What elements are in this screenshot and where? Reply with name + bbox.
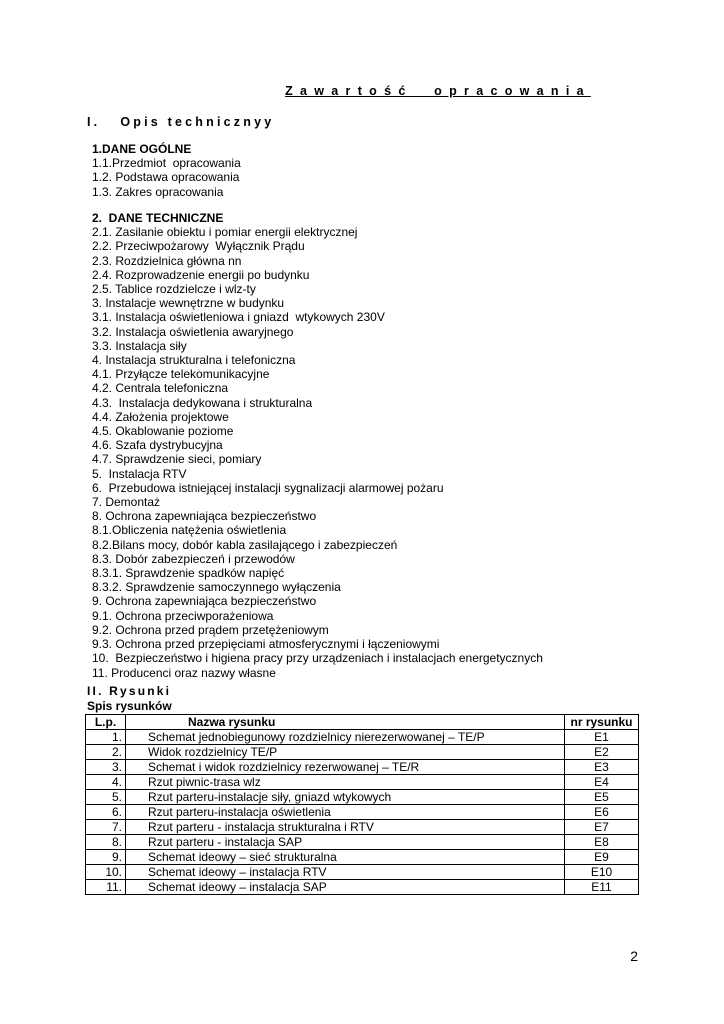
section-heading-technical-description: I. Opis technicznyy — [87, 115, 275, 129]
toc-general — [92, 142, 241, 199]
table-row — [86, 850, 639, 865]
cell-name: Rzut piwnic-trasa wlz — [126, 775, 565, 790]
cell-nr: E5 — [565, 790, 639, 805]
cell-name: Rzut parteru-instalacje siły, gniazd wtykowych — [126, 790, 565, 805]
table-row — [86, 880, 639, 895]
cell-nr: E1 — [565, 730, 639, 745]
cell-lp: 6. — [86, 805, 126, 820]
cell-lp: 10. — [86, 865, 126, 880]
cell-nr: E6 — [565, 805, 639, 820]
toc-item: 4.2. Centrala telefoniczna — [92, 381, 229, 396]
toc-item: 2.4. Rozprowadzenie energii po budynku — [92, 267, 310, 282]
toc-item: 6. Przebudowa istniejącej instalacji sygnalizacji alarmowej pożaru — [92, 480, 444, 495]
toc-technical — [92, 211, 543, 680]
toc-item: 9.3. Ochrona przed przepięciami atmosferycznymi i łączeniowymi — [92, 637, 440, 652]
table-row — [86, 790, 639, 805]
toc-item: 8.3.1. Sprawdzenie spadków napięć — [92, 566, 285, 581]
toc-item: 3. Instalacje wewnętrzne w budynku — [92, 296, 285, 311]
toc-item: 3.1. Instalacja oświetleniowa i gniazd wtykowych 230V — [92, 310, 385, 325]
toc-item: 10. Bezpieczeństwo i higiena pracy przy urządzeniach i instalacjach energetycznych — [92, 651, 543, 666]
toc-item: 4.7. Sprawdzenie sieci, pomiary — [92, 452, 262, 467]
table-row — [86, 805, 639, 820]
cell-nr: E10 — [565, 865, 639, 880]
toc-item: 8.1.Obliczenia natężenia oświetlenia — [92, 523, 287, 538]
cell-nr: E11 — [565, 880, 639, 895]
table-row — [86, 745, 639, 760]
toc-item: 4.3. Instalacja dedykowana i strukturalna — [92, 395, 313, 410]
toc-item: 4. Instalacja strukturalna i telefoniczna — [92, 353, 296, 368]
cell-lp: 5. — [86, 790, 126, 805]
table-row — [86, 820, 639, 835]
toc-item: 3.3. Instalacja siły — [92, 338, 187, 353]
toc-item: 2.5. Tablice rozdzielcze i wlz-ty — [92, 282, 256, 297]
toc-item: 8. Ochrona zapewniająca bezpieczeństwo — [92, 509, 317, 524]
toc-heading-technical: 2. DANE TECHNICZNE — [92, 211, 224, 225]
cell-nr: E8 — [565, 835, 639, 850]
table-row — [86, 760, 639, 775]
toc-item: 2.3. Rozdzielnica główna nn — [92, 253, 242, 268]
cell-name: Rzut parteru-instalacja oświetlenia — [126, 805, 565, 820]
toc-item: 4.5. Okablowanie poziome — [92, 424, 234, 439]
cell-name: Schemat ideowy – sieć strukturalna — [126, 850, 565, 865]
toc-item: 8.3. Dobór zabezpieczeń i przewodów — [92, 551, 295, 566]
table-row — [86, 835, 639, 850]
toc-item: 1.2. Podstawa opracowania — [92, 170, 240, 185]
toc-technical-list — [92, 225, 543, 680]
table-row — [86, 730, 639, 745]
cell-nr: E9 — [565, 850, 639, 865]
cell-name: Widok rozdzielnicy TE/P — [126, 745, 565, 760]
cell-lp: 2. — [86, 745, 126, 760]
page-title: Zawartość opracowania — [285, 84, 591, 98]
cell-lp: 11. — [86, 880, 126, 895]
figures-list-title: Spis rysunków — [87, 699, 172, 713]
toc-item: 4.6. Szafa dystrybucyjna — [92, 438, 223, 453]
toc-item: 9.2. Ochrona przed prądem przetężeniowym — [92, 622, 329, 637]
section-heading-drawings: II. Rysunki — [87, 684, 172, 698]
cell-lp: 3. — [86, 760, 126, 775]
toc-item: 4.4. Założenia projektowe — [92, 409, 229, 424]
toc-item: 8.2.Bilans mocy, dobór kabla zasilającego i zabezpieczeń — [92, 537, 398, 552]
cell-name: Schemat ideowy – instalacja RTV — [126, 865, 565, 880]
toc-item: 8.3.2. Sprawdzenie samoczynnego wyłączenia — [92, 580, 341, 595]
cell-name: Rzut parteru - instalacja strukturalna i RTV — [126, 820, 565, 835]
toc-item: 1.3. Zakres opracowania — [92, 184, 224, 199]
cell-lp: 4. — [86, 775, 126, 790]
toc-item: 5. Instalacja RTV — [92, 466, 187, 481]
toc-item: 1.1.Przedmiot opracowania — [92, 156, 241, 171]
cell-name: Schemat jednobiegunowy rozdzielnicy nierezerwowanej – TE/P — [126, 730, 565, 745]
cell-lp: 8. — [86, 835, 126, 850]
cell-lp: 1. — [86, 730, 126, 745]
column-header-nr: nr rysunku — [565, 715, 639, 730]
table-row — [86, 775, 639, 790]
toc-item: 4.1. Przyłącze telekomunikacyjne — [92, 367, 270, 382]
cell-nr: E3 — [565, 760, 639, 775]
toc-item: 7. Demontaż — [92, 495, 161, 510]
cell-nr: E4 — [565, 775, 639, 790]
cell-name: Rzut parteru - instalacja SAP — [126, 835, 565, 850]
cell-name: Schemat i widok rozdzielnicy rezerwowanej – TE/R — [126, 760, 565, 775]
toc-item: 9.1. Ochrona przeciwporażeniowa — [92, 608, 274, 623]
column-header-name: Nazwa rysunku — [126, 715, 565, 730]
cell-nr: E2 — [565, 745, 639, 760]
cell-name: Schemat ideowy – instalacja SAP — [126, 880, 565, 895]
table-row — [86, 865, 639, 880]
page-number: 2 — [630, 948, 638, 964]
toc-item: 3.2. Instalacja oświetlenia awaryjnego — [92, 324, 294, 339]
toc-item: 2.2. Przeciwpożarowy Wyłącznik Prądu — [92, 239, 305, 254]
column-header-lp: L.p. — [86, 715, 126, 730]
cell-lp: 9. — [86, 850, 126, 865]
toc-heading-general: 1.DANE OGÓLNE — [92, 142, 192, 156]
figures-table — [85, 714, 639, 895]
cell-nr: E7 — [565, 820, 639, 835]
table-header-row — [86, 715, 639, 730]
figures-section — [87, 684, 172, 714]
cell-lp: 7. — [86, 820, 126, 835]
toc-item: 2.1. Zasilanie obiektu i pomiar energii elektrycznej — [92, 225, 358, 240]
toc-general-list — [92, 156, 241, 199]
toc-item: 9. Ochrona zapewniająca bezpieczeństwo — [92, 594, 317, 609]
toc-item: 11. Producenci oraz nazwy własne — [92, 665, 276, 680]
